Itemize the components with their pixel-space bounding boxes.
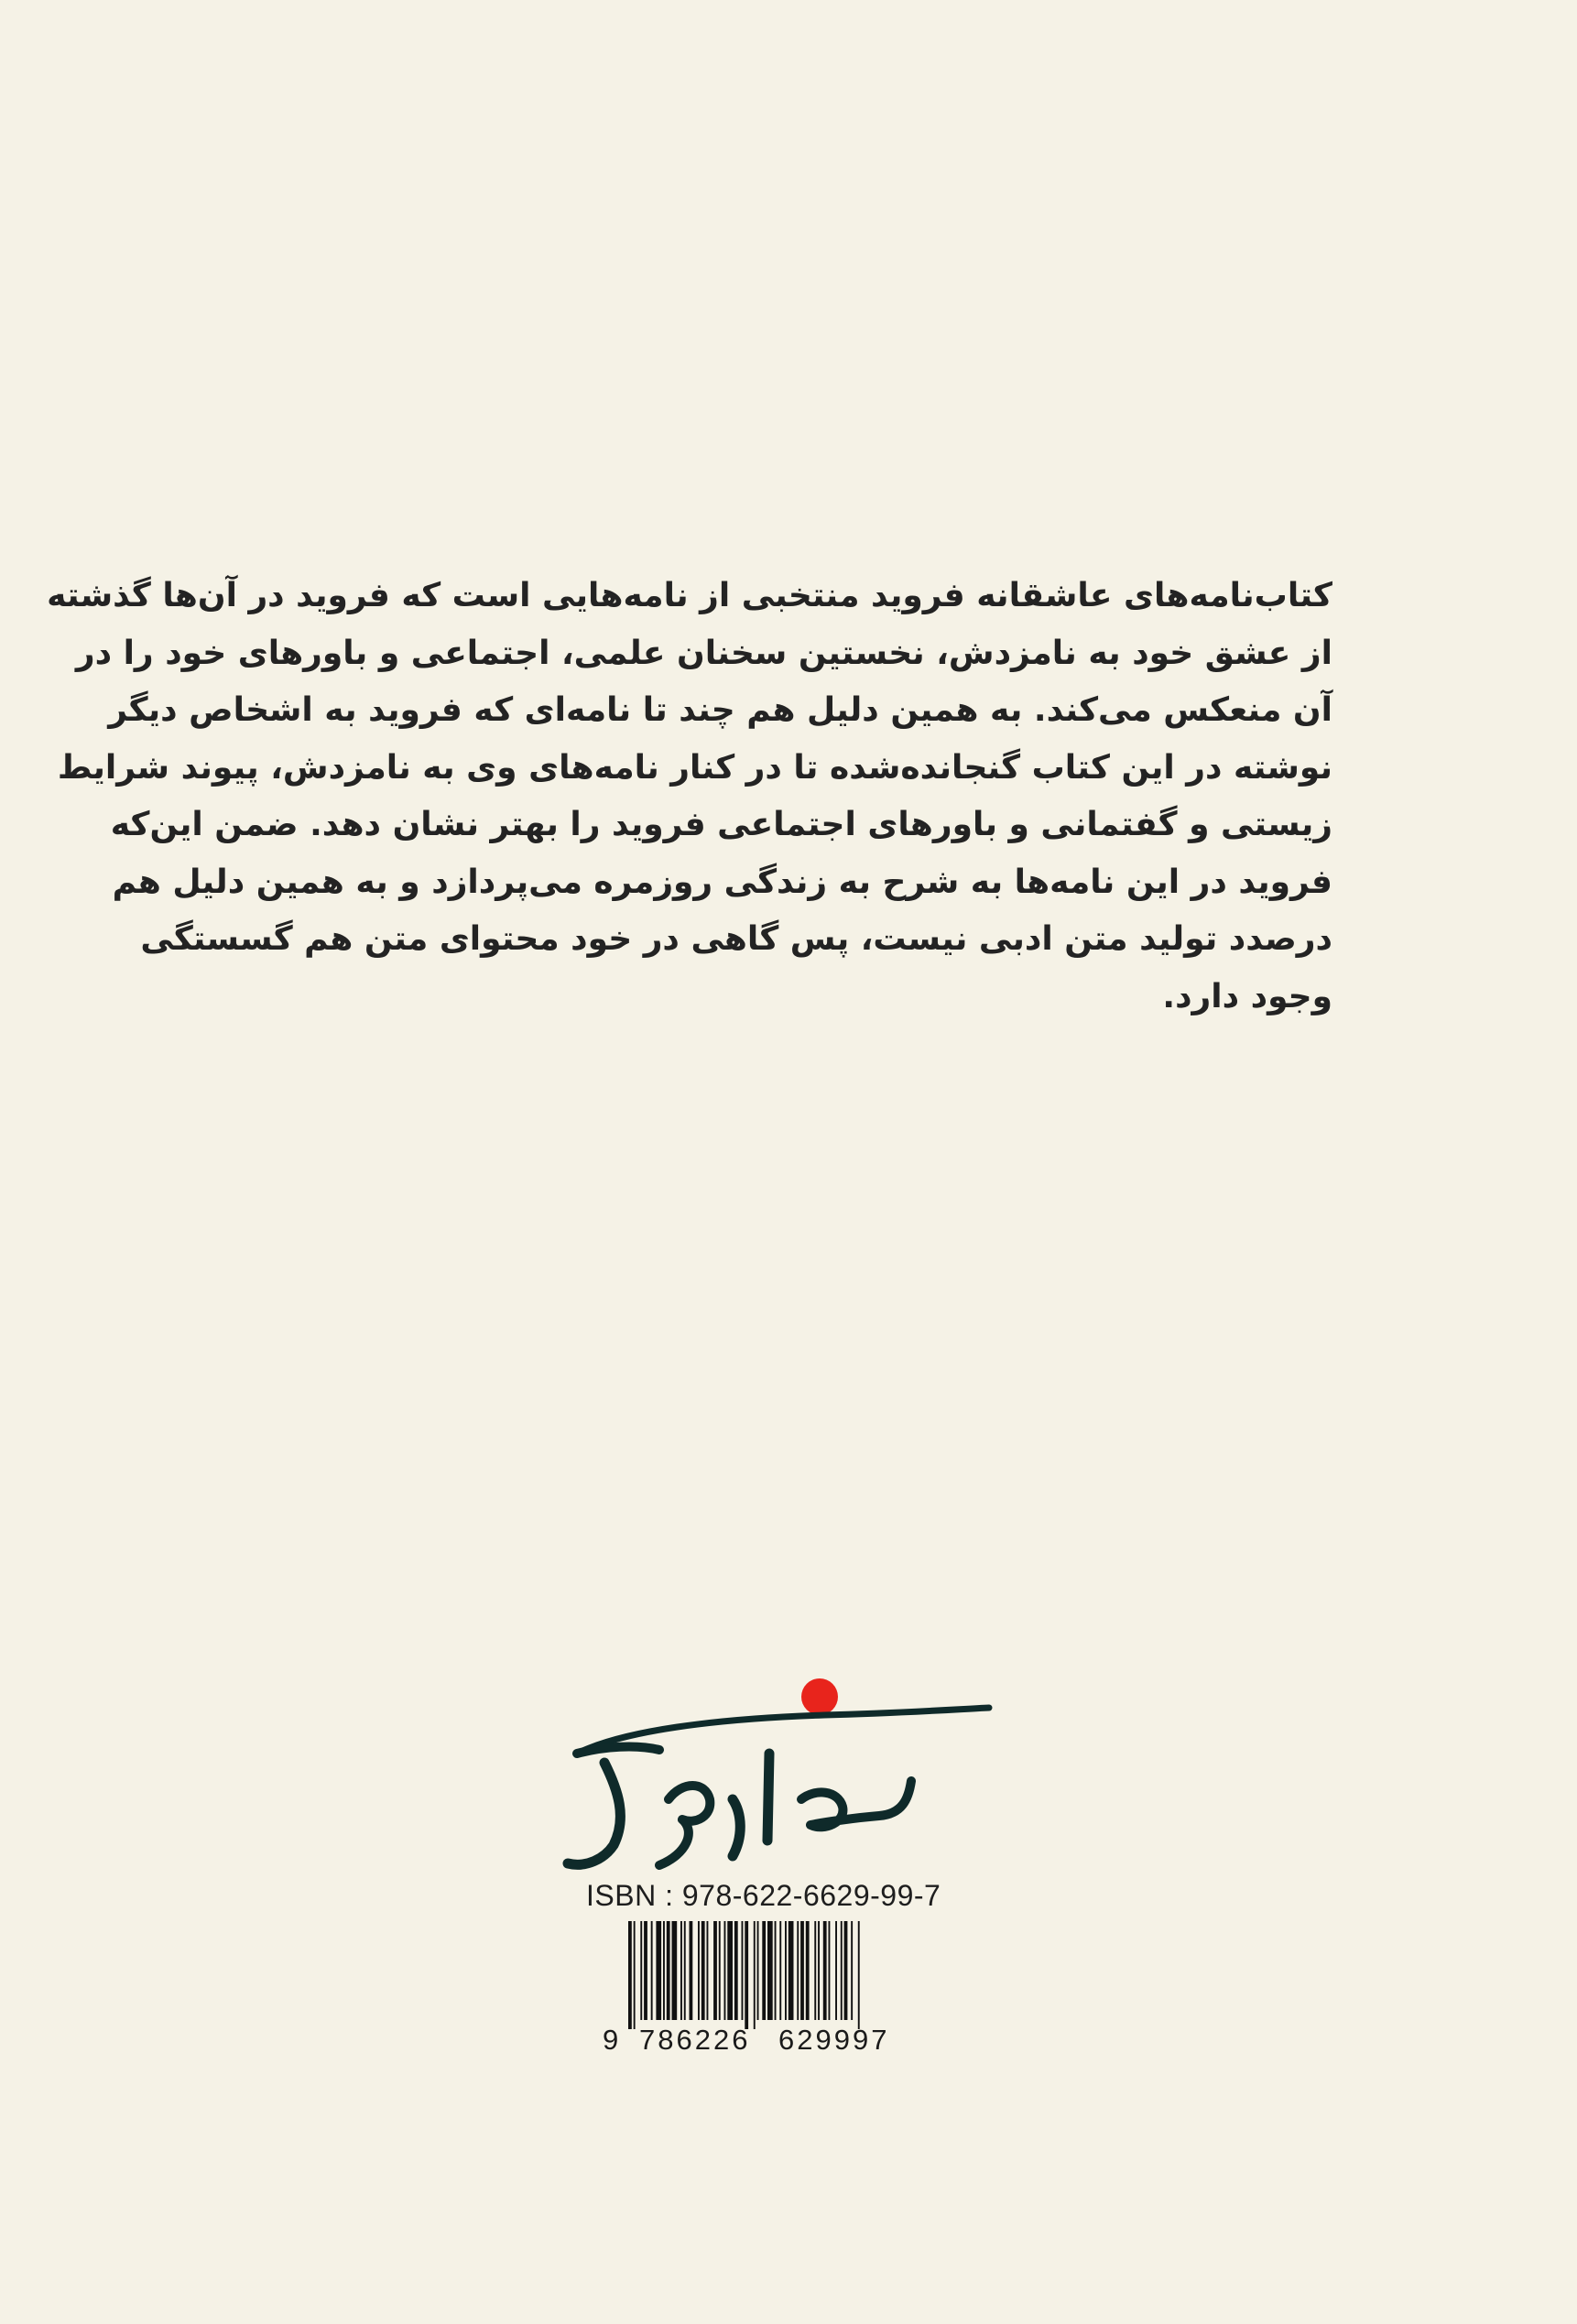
barcode-bar (829, 1921, 831, 2020)
blurb-line: از عشق خود به نامزدش، نخستین سخنان علمی، اجتماعی و باورهای خود را در (75, 634, 1332, 672)
barcode-digits (604, 2024, 916, 2060)
barcode-bar (680, 1921, 682, 2020)
barcode-digits-left: 786226 (639, 2024, 751, 2056)
barcode-bar (797, 1921, 799, 2020)
barcode-bar (754, 1921, 756, 2029)
barcode-bar (719, 1921, 721, 2020)
barcode-bar (775, 1921, 777, 2020)
barcode-bar (742, 1921, 744, 2020)
barcode-bar (858, 1921, 860, 2029)
barcode-bar (818, 1921, 820, 2020)
barcode-bar (851, 1921, 853, 2020)
barcode-bar (788, 1921, 794, 2020)
barcode-bar (800, 1921, 804, 2020)
blurb-line: نوشته در این کتاب گنجانده‌شده تا در کنار نامه‌های وی به نامزدش، پیوند شرایط (57, 748, 1332, 787)
barcode-bar (634, 1921, 636, 2029)
barcode-bar (734, 1921, 738, 2020)
barcode-bar (640, 1921, 642, 2020)
barcode-bar (707, 1921, 709, 2020)
barcode-bar (835, 1921, 837, 2020)
barcode-digits-right: 629997 (778, 2024, 890, 2056)
barcode-bar (684, 1921, 686, 2020)
blurb-line: کتاب‌نامه‌های عاشقانه فروید منتخبی از نامه‌هایی است که فروید در آن‌ها گذشته (47, 577, 1332, 614)
barcode-bar (762, 1921, 766, 2020)
barcode-bar (779, 1921, 781, 2020)
barcode-bar (724, 1921, 726, 2020)
barcode-bar (757, 1921, 759, 2020)
barcode-bar (841, 1921, 843, 2020)
blurb-line: وجود دارد. (1162, 977, 1332, 1015)
back-cover-blurb (47, 568, 1332, 1026)
barcode-bar (628, 1921, 632, 2029)
barcode-bar (672, 1921, 678, 2020)
blurb-line: آن منعکس می‌کند. به همین دلیل هم چند تا نامه‌ای که فروید به اشخاص دیگر (108, 691, 1332, 729)
barcode-bar (663, 1921, 665, 2020)
barcode-bar (727, 1921, 733, 2020)
logo-red-dot (801, 1678, 838, 1715)
barcode-digit-first: 9 (603, 2024, 619, 2056)
barcode-bar (651, 1921, 653, 2020)
barcode-bar (690, 1921, 693, 2020)
barcode-bar (656, 1921, 661, 2020)
barcode-bar (745, 1921, 748, 2029)
barcode-bar (785, 1921, 787, 2020)
barcode-bar (644, 1921, 647, 2020)
barcode-bar (667, 1921, 670, 2020)
barcode-bar (767, 1921, 773, 2020)
isbn-label: ISBN : 978-622-6629-99-7 (586, 1879, 941, 1912)
barcode-bar (701, 1921, 705, 2020)
barcode-bar (814, 1921, 816, 2020)
logo-script-mark (568, 1708, 989, 1865)
blurb-line: زیستی و گفتمانی و باورهای اجتماعی فروید را بهتر نشان دهد. ضمن این‌که (110, 806, 1332, 843)
barcode-bar (844, 1921, 848, 2020)
barcode-bar (713, 1921, 717, 2020)
publisher-logo (549, 1662, 1007, 1882)
barcode-bar (698, 1921, 700, 2020)
blurb-line: درصدد تولید متن ادبی نیست، پس گاهی در خود محتوای متن هم گسستگی (140, 920, 1332, 958)
barcode-bar (823, 1921, 827, 2020)
blurb-line: فروید در این نامه‌ها به شرح به زندگی روزمره می‌پردازد و به همین دلیل هم (112, 863, 1332, 901)
barcode-bar (806, 1921, 810, 2020)
